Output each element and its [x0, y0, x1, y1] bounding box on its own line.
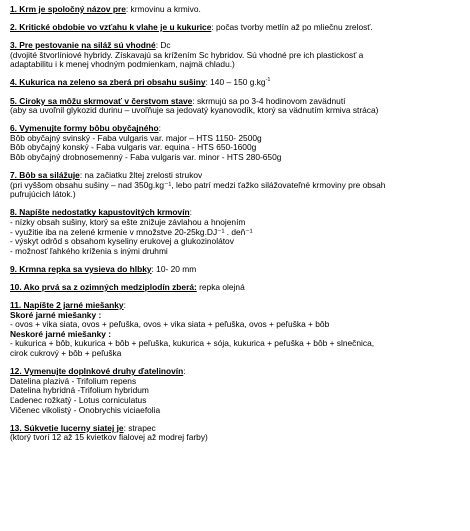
- question-answer: : krmovinu a krmivo.: [125, 4, 201, 14]
- answer-line: Ľadenec rožkatý - Lotus corniculatus: [10, 394, 147, 405]
- question-answer: repka olejná: [196, 281, 245, 292]
- answer-superscript: -1: [265, 77, 271, 84]
- question-heading: [10, 23, 462, 33]
- question-title: 10. Ako prvá sa z ozimných medziplodín zberá:: [10, 281, 197, 292]
- answer-line: pufrujúcich látok.): [10, 189, 76, 200]
- answer-line: Bôb obyčajný drobnosemenný - Faba vulgaris var. minor - HTS 280-650g: [10, 152, 282, 163]
- group-line: - kukurica + bôb, kukurica + bôb + peľuška, kukurica + sója, kukurica + peľuška + bôb + slnečnica,: [10, 338, 375, 349]
- question-title: 5. Ciroky sa môžu skrmovať v čerstvom stave: [10, 95, 193, 106]
- question-title: 11. Napíšte 2 jarné miešanky: [10, 300, 124, 311]
- answer-line: (aby sa uvoľnil glykozid durinu – uvoľňuje sa jedovatý kyanovodík, ktorý sa vädnutím krmiva stráca): [10, 105, 379, 116]
- question-answer: :: [158, 123, 161, 134]
- group-heading: Skoré jarné miešanky :: [10, 309, 102, 320]
- question-8: [10, 208, 462, 256]
- question-title: 9. Krmna repka sa vysieva do hlbky: [10, 263, 152, 274]
- question-10: [10, 283, 462, 293]
- question-7: [10, 171, 462, 200]
- answer-line: (ktorý tvorí 12 až 15 kvietkov fialovej až modrej farby): [10, 432, 208, 443]
- question-4: [10, 78, 462, 88]
- question-answer: : 140 – 150 g.kg: [205, 77, 266, 88]
- answer-line: Datelina plazivá - Trifolium repens: [10, 375, 137, 386]
- question-13: [10, 424, 462, 443]
- question-heading: [10, 5, 462, 15]
- question-answer: : 10- 20 mm: [151, 263, 197, 274]
- question-title: 4. Kukurica na zeleno sa zberá pri obsahu sušiny: [10, 77, 206, 88]
- question-answer: :: [183, 366, 186, 377]
- question-11: [10, 301, 462, 359]
- answer-line: adaptabilitu i k menej vhodným podmienkam, najmä chladu.): [10, 59, 235, 70]
- answer-line: Bôb obyčajný konský - Faba vulgaris var. equina - HTS 650-1600g: [10, 142, 257, 153]
- question-answer: : počas tvorby metlín až po mliečnu zrelosť.: [211, 22, 373, 33]
- question-heading: [10, 78, 462, 88]
- question-answer: :: [189, 207, 192, 218]
- question-answer: : Dc: [155, 40, 171, 51]
- question-2: [10, 23, 462, 33]
- answer-line: Datelina hybridná -Trifolium hybridum: [10, 385, 149, 396]
- answer-line: - využitie iba na zelené krmenie v množstve 20-25kg.DJ⁻¹ . deň⁻¹: [10, 226, 253, 237]
- group-line: cirok cukrový + bôb + peľuška: [10, 348, 122, 359]
- question-title: 12. Vymenujte doplnkové druhy ďatelinovín: [10, 366, 184, 377]
- question-title: 6. Vymenujte formy bôbu obyčajného: [10, 123, 159, 134]
- group-line: - ovos + vika siata, ovos + peľuška, ovos + vika siata + peľuška, ovos + peľuška + bôb: [10, 319, 330, 330]
- question-title: 3. Pre pestovanie na siláž sú vhodné: [10, 40, 156, 51]
- answer-line: (pri vyššom obsahu sušiny – nad 350g.kg⁻¹, lebo patrí medzi ťažko silážovateľné krmoviny pre obsah: [10, 179, 386, 190]
- question-heading: [10, 283, 462, 293]
- question-6: [10, 124, 462, 162]
- answer-line: Vičenec vikolistý - Onobrychis viciaefolia: [10, 404, 161, 415]
- answer-line: - výskyt odrôd s obsahom kyseliny erukovej a glukozinolátov: [10, 236, 234, 247]
- answer-line: - nízky obsah sušiny, ktorý sa ešte znižuje závlahou a hnojením: [10, 217, 246, 227]
- question-title: 8. Napíšte nedostatky kapustovitých krmovín: [10, 207, 190, 218]
- answer-line: Bôb obyčajný svinský - Faba vulgaris var. major – HTS 1150- 2500g: [10, 132, 262, 143]
- answer-line: - možnosť ľahkého kríženia s inými druhmi: [10, 245, 168, 256]
- question-3: [10, 41, 462, 70]
- question-title: 2. Kritické obdobie vo vzťahu k vlahe je u kukurice: [10, 22, 212, 33]
- question-5: [10, 97, 462, 116]
- question-title: 13. Súkvetie lucerny siatej je: [10, 422, 124, 433]
- question-12: [10, 367, 462, 415]
- answer-line: (dvojité štvorlíniové hybridy. Získavajú sa krížením Sc hybridov. Sú vhodné pre ich plastickosť a: [10, 49, 364, 60]
- question-9: [10, 265, 462, 275]
- question-answer: :: [123, 300, 126, 311]
- question-answer: : skrmujú sa po 3-4 hodinovom zavädnutí: [192, 95, 346, 106]
- question-answer: : strapec: [123, 422, 156, 433]
- question-heading: [10, 265, 462, 275]
- question-title: 7. Bôb sa silážuje: [10, 170, 80, 181]
- question-title: 1. Krm je spoločný názov pre: [10, 4, 126, 14]
- question-1: [10, 5, 462, 15]
- question-answer: : na začiatku žltej zrelosti strukov: [79, 170, 203, 181]
- group-heading: Neskoré jarné miešanky :: [10, 328, 112, 339]
